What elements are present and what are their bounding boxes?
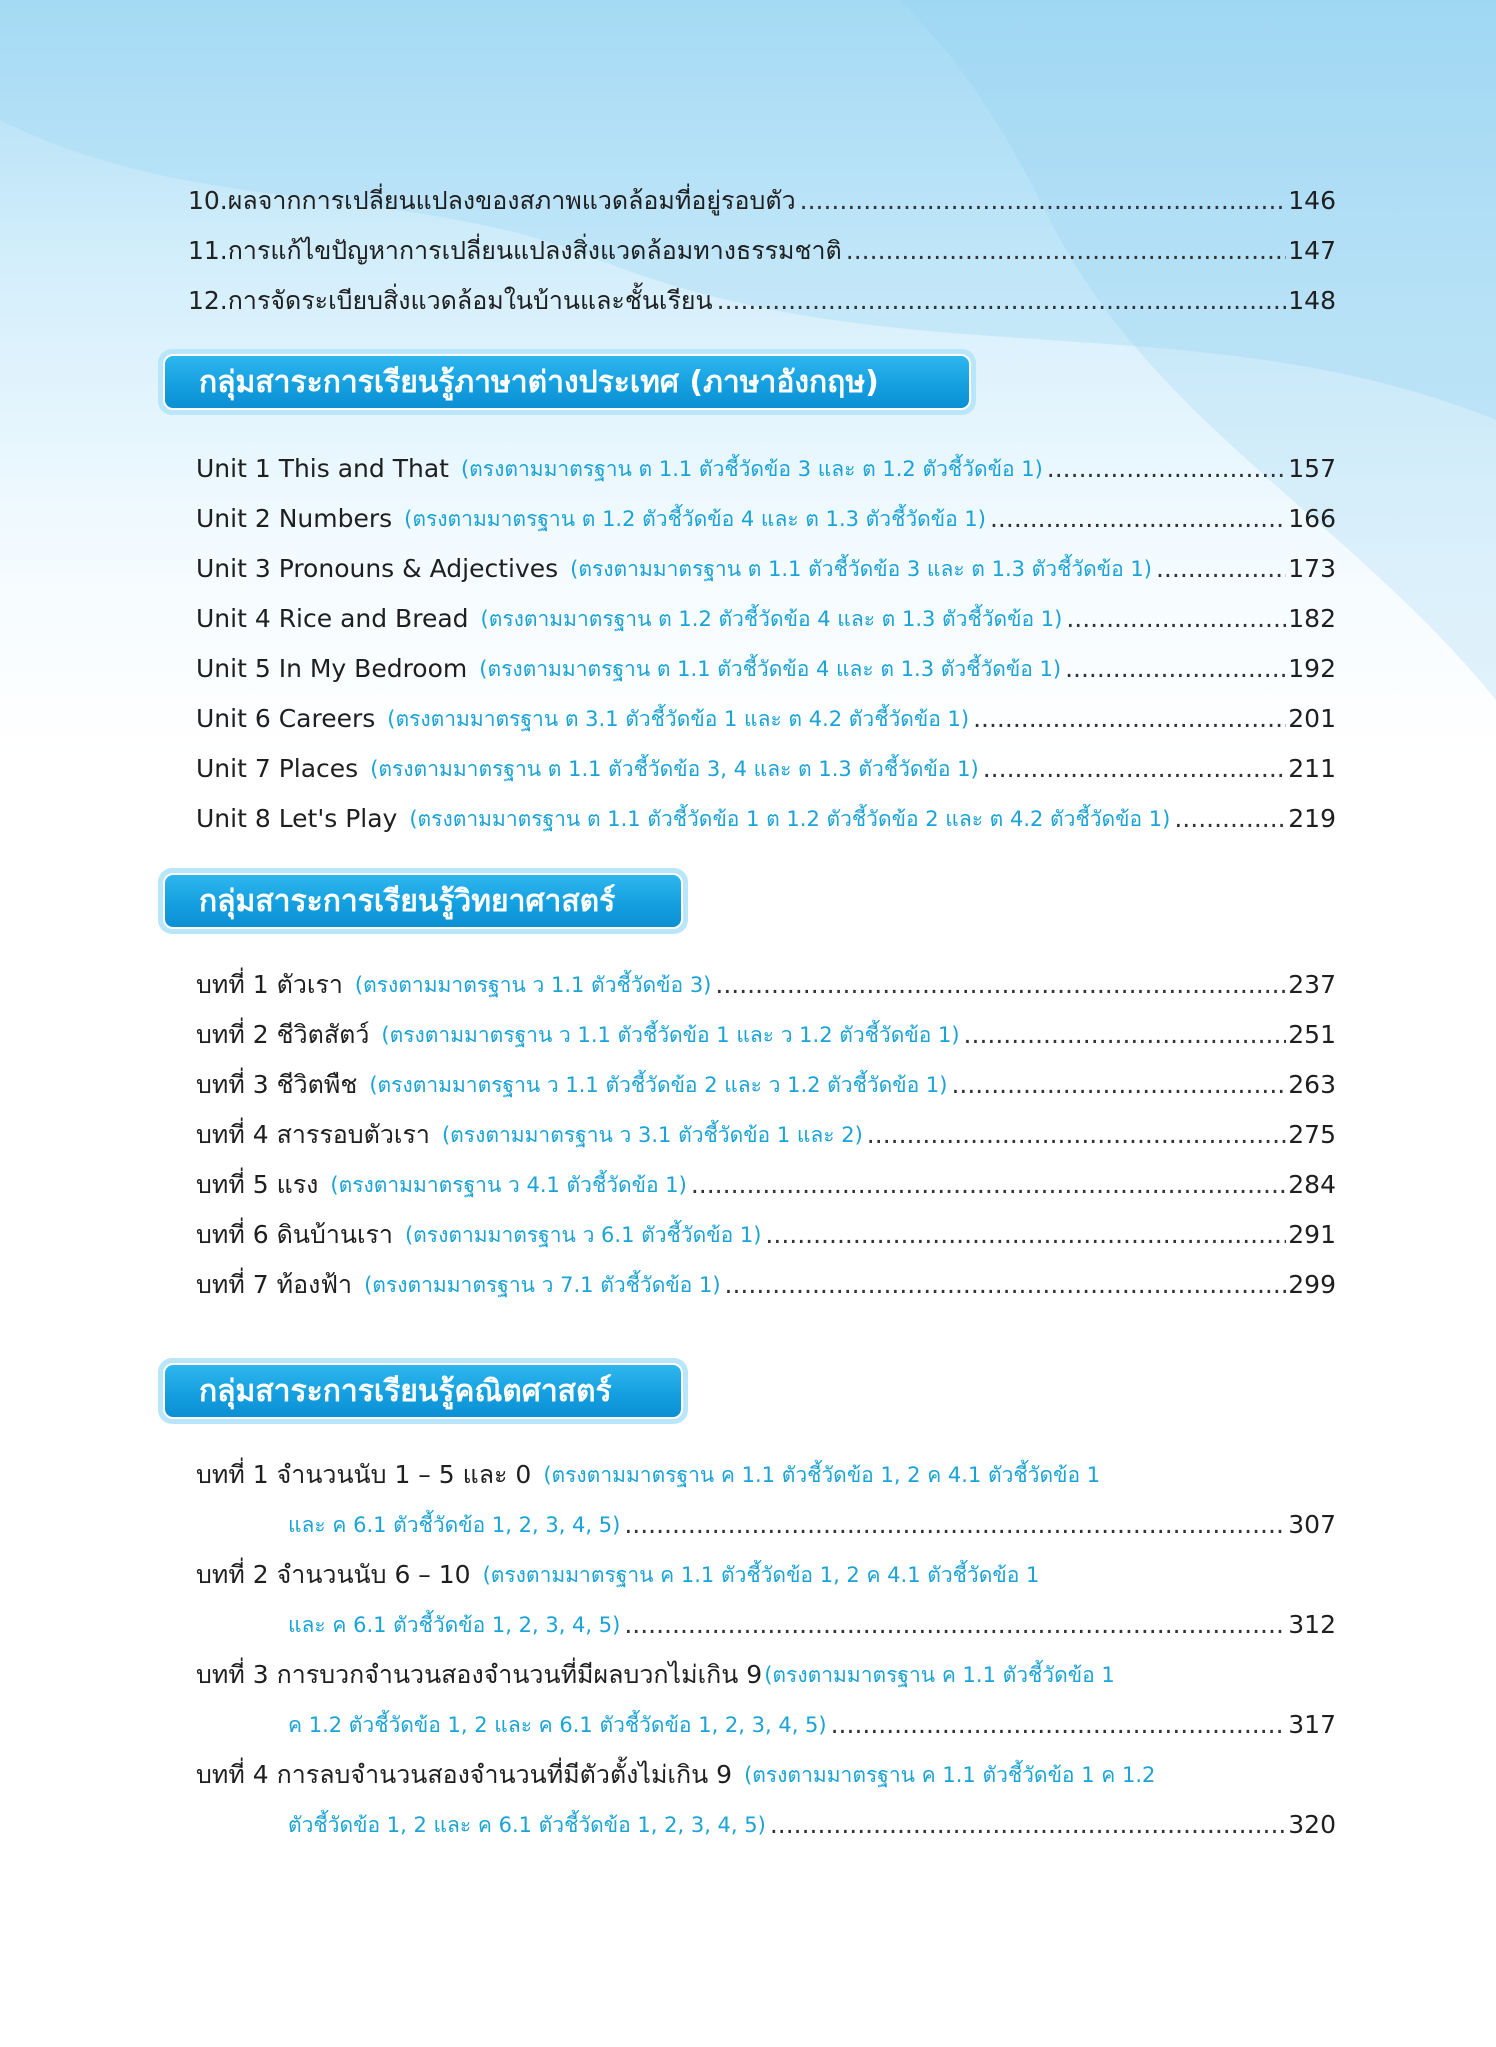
entry-title: ผลจากการเปลี่ยนแปลงของสภาพแวดล้อมที่อยู่รอบตัว xyxy=(227,186,796,215)
entry-number: 10. xyxy=(188,186,228,215)
toc-entry[interactable] xyxy=(196,1746,1336,1792)
entry-standard: (ตรงตามมาตรฐาน ค 1.1 ตัวชี้วัดข้อ 1, 2 ค 4.1 ตัวชี้วัดข้อ 1 xyxy=(543,1463,1101,1487)
toc-entry-continuation[interactable] xyxy=(288,1796,1336,1842)
entry-title: การจัดระเบียบสิ่งแวดล้อมในบ้านและชั้นเรียน xyxy=(227,286,713,315)
toc-entry[interactable] xyxy=(188,222,1336,268)
leader-dots xyxy=(1156,552,1286,586)
entry-page: 320 xyxy=(1288,1810,1336,1839)
entry-standard: (ตรงตามมาตรฐาน ต 1.1 ตัวชี้วัดข้อ 3, 4 และ ต 1.3 ตัวชี้วัดข้อ 1) xyxy=(370,757,979,781)
section-heading-label: กลุ่มสาระการเรียนรู้คณิตศาสตร์ xyxy=(163,1363,683,1419)
leader-dots xyxy=(831,1708,1287,1742)
entry-page: 284 xyxy=(1288,1170,1336,1199)
entry-standard: (ตรงตามมาตรฐาน ต 1.1 ตัวชี้วัดข้อ 3 และ ต 1.2 ตัวชี้วัดข้อ 1) xyxy=(460,457,1043,481)
leader-dots xyxy=(964,1018,1287,1052)
entry-title: บทที่ 1 จำนวนนับ 1 – 5 และ 0 xyxy=(196,1460,532,1489)
toc-entry-continuation[interactable] xyxy=(288,1496,1336,1542)
leader-dots xyxy=(691,1168,1286,1202)
section-heading-math xyxy=(158,1358,688,1424)
entry-title: บทที่ 2 จำนวนนับ 6 – 10 xyxy=(196,1560,471,1589)
toc-entry[interactable] xyxy=(196,640,1336,686)
entry-standard: (ตรงตามมาตรฐาน ว 1.1 ตัวชี้วัดข้อ 2 และ ว 1.2 ตัวชี้วัดข้อ 1) xyxy=(369,1073,948,1097)
toc-entry[interactable] xyxy=(196,1446,1336,1492)
entry-page: 312 xyxy=(1288,1610,1336,1639)
entry-number: 12. xyxy=(188,286,228,315)
entry-standard: (ตรงตามมาตรฐาน ค 1.1 ตัวชี้วัดข้อ 1, 2 ค 4.1 ตัวชี้วัดข้อ 1 xyxy=(482,1563,1040,1587)
entry-standard: ค 1.2 ตัวชี้วัดข้อ 1, 2 และ ค 6.1 ตัวชี้วัดข้อ 1, 2, 3, 4, 5) xyxy=(288,1713,827,1737)
entry-standard: และ ค 6.1 ตัวชี้วัดข้อ 1, 2, 3, 4, 5) xyxy=(288,1613,621,1637)
entry-title: Unit 5 In My Bedroom xyxy=(196,654,468,683)
leader-dots xyxy=(983,752,1287,786)
entry-standard: (ตรงตามมาตรฐาน ต 1.2 ตัวชี้วัดข้อ 4 และ ต 1.3 ตัวชี้วัดข้อ 1) xyxy=(404,507,986,531)
entry-title: บทที่ 7 ท้องฟ้า xyxy=(196,1270,353,1299)
toc-entry[interactable] xyxy=(196,790,1336,836)
toc-entry[interactable] xyxy=(196,490,1336,536)
entry-title: การแก้ไขปัญหาการเปลี่ยนแปลงสิ่งแวดล้อมทางธรรมชาติ xyxy=(227,236,842,265)
entry-standard: (ตรงตามมาตรฐาน ว 6.1 ตัวชี้วัดข้อ 1) xyxy=(404,1223,762,1247)
toc-entry[interactable] xyxy=(196,1006,1336,1052)
entry-standard: (ตรงตามมาตรฐาน ต 1.2 ตัวชี้วัดข้อ 4 และ ต 1.3 ตัวชี้วัดข้อ 1) xyxy=(480,607,1063,631)
entry-standard: (ตรงตามมาตรฐาน ว 1.1 ตัวชี้วัดข้อ 3) xyxy=(354,973,712,997)
entry-title: บทที่ 2 ชีวิตสัตว์ xyxy=(196,1020,370,1049)
entry-title: บทที่ 3 การบวกจำนวนสองจำนวนที่มีผลบวกไม่เกิน 9 xyxy=(196,1660,763,1689)
toc-entry[interactable] xyxy=(196,956,1336,1002)
entry-title: บทที่ 1 ตัวเรา xyxy=(196,970,343,999)
entry-standard: และ ค 6.1 ตัวชี้วัดข้อ 1, 2, 3, 4, 5) xyxy=(288,1513,621,1537)
entry-page: 173 xyxy=(1288,554,1336,583)
entry-page: 307 xyxy=(1288,1510,1336,1539)
entry-standard: (ตรงตามมาตรฐาน ค 1.1 ตัวชี้วัดข้อ 1 xyxy=(764,1663,1115,1687)
leader-dots xyxy=(973,702,1286,736)
toc-entry[interactable] xyxy=(196,540,1336,586)
entry-title: Unit 2 Numbers xyxy=(196,504,393,533)
section-heading-label: กลุ่มสาระการเรียนรู้ภาษาต่างประเทศ (ภาษาอังกฤษ) xyxy=(163,354,971,410)
entry-title: บทที่ 5 แรง xyxy=(196,1170,319,1199)
leader-dots xyxy=(1174,802,1286,836)
section-heading-label: กลุ่มสาระการเรียนรู้วิทยาศาสตร์ xyxy=(163,873,683,929)
toc-entry[interactable] xyxy=(196,590,1336,636)
entry-page: 219 xyxy=(1288,804,1336,833)
entry-standard: (ตรงตามมาตรฐาน ต 1.1 ตัวชี้วัดข้อ 1 ต 1.2 ตัวชี้วัดข้อ 2 และ ต 4.2 ตัวชี้วัดข้อ 1) xyxy=(409,807,1171,831)
entry-title: Unit 6 Careers xyxy=(196,704,376,733)
leader-dots xyxy=(800,184,1287,218)
leader-dots xyxy=(765,1218,1286,1252)
toc-entry[interactable] xyxy=(196,1206,1336,1252)
toc-entry[interactable] xyxy=(196,1256,1336,1302)
leader-dots xyxy=(1047,452,1287,486)
entry-standard: (ตรงตามมาตรฐาน ว 7.1 ตัวชี้วัดข้อ 1) xyxy=(364,1273,721,1297)
entry-page: 263 xyxy=(1288,1070,1336,1099)
entry-standard: (ตรงตามมาตรฐาน ต 3.1 ตัวชี้วัดข้อ 1 และ ต 4.2 ตัวชี้วัดข้อ 1) xyxy=(387,707,970,731)
entry-page: 147 xyxy=(1288,236,1336,265)
toc-entry[interactable] xyxy=(196,740,1336,786)
entry-page: 237 xyxy=(1288,970,1336,999)
entry-title: บทที่ 6 ดินบ้านเรา xyxy=(196,1220,393,1249)
entry-title: Unit 3 Pronouns & Adjectives xyxy=(196,554,559,583)
entry-page: 182 xyxy=(1288,604,1336,633)
leader-dots xyxy=(624,1608,1286,1642)
entry-standard: ตัวชี้วัดข้อ 1, 2 และ ค 6.1 ตัวชี้วัดข้อ 1, 2, 3, 4, 5) xyxy=(288,1813,766,1837)
entry-page: 157 xyxy=(1288,454,1336,483)
toc-entry-continuation[interactable] xyxy=(288,1696,1336,1742)
toc-entry[interactable] xyxy=(196,1106,1336,1152)
entry-standard: (ตรงตามมาตรฐาน ต 1.1 ตัวชี้วัดข้อ 3 และ ต 1.3 ตัวชี้วัดข้อ 1) xyxy=(570,557,1152,581)
toc-entry[interactable] xyxy=(188,272,1336,318)
entry-title: Unit 7 Places xyxy=(196,754,359,783)
leader-dots xyxy=(1066,602,1286,636)
entry-page: 201 xyxy=(1288,704,1336,733)
toc-entry[interactable] xyxy=(196,690,1336,736)
toc-entry[interactable] xyxy=(196,440,1336,486)
toc-entry[interactable] xyxy=(196,1646,1336,1692)
entry-title: Unit 4 Rice and Bread xyxy=(196,604,469,633)
entry-standard: (ตรงตามมาตรฐาน ว 4.1 ตัวชี้วัดข้อ 1) xyxy=(330,1173,687,1197)
entry-title: บทที่ 4 สารรอบตัวเรา xyxy=(196,1120,430,1149)
entry-standard: (ตรงตามมาตรฐาน ค 1.1 ตัวชี้วัดข้อ 1 ค 1.2 xyxy=(744,1763,1156,1787)
leader-dots xyxy=(846,234,1287,268)
toc-entry[interactable] xyxy=(196,1056,1336,1102)
leader-dots xyxy=(715,968,1286,1002)
leader-dots xyxy=(770,1808,1286,1842)
entry-title: บทที่ 4 การลบจำนวนสองจำนวนที่มีตัวตั้งไม่เกิน 9 xyxy=(196,1760,733,1789)
leader-dots xyxy=(951,1068,1286,1102)
leader-dots xyxy=(725,1268,1287,1302)
entry-page: 192 xyxy=(1288,654,1336,683)
toc-entry[interactable] xyxy=(196,1546,1336,1592)
leader-dots xyxy=(1065,652,1286,686)
entry-page: 275 xyxy=(1288,1120,1336,1149)
leader-dots xyxy=(990,502,1286,536)
section-heading-science xyxy=(158,868,688,934)
toc-entry[interactable] xyxy=(196,1156,1336,1202)
entry-standard: (ตรงตามมาตรฐาน ต 1.1 ตัวชี้วัดข้อ 4 และ ต 1.3 ตัวชี้วัดข้อ 1) xyxy=(479,657,1062,681)
entry-standard: (ตรงตามมาตรฐาน ว 3.1 ตัวชี้วัดข้อ 1 และ 2) xyxy=(441,1123,863,1147)
entry-page: 317 xyxy=(1288,1710,1336,1739)
toc-entry[interactable] xyxy=(188,172,1336,218)
entry-title: บทที่ 3 ชีวิตพืช xyxy=(196,1070,358,1099)
entry-number: 11. xyxy=(188,236,228,265)
entry-page: 146 xyxy=(1288,186,1336,215)
entry-page: 211 xyxy=(1288,754,1336,783)
leader-dots xyxy=(867,1118,1286,1152)
entry-page: 291 xyxy=(1288,1220,1336,1249)
entry-page: 251 xyxy=(1288,1020,1336,1049)
entry-title: Unit 1 This and That xyxy=(196,454,449,483)
toc-entry-continuation[interactable] xyxy=(288,1596,1336,1642)
entry-page: 166 xyxy=(1288,504,1336,533)
leader-dots xyxy=(624,1508,1286,1542)
entry-page: 299 xyxy=(1288,1270,1336,1299)
section-heading-english xyxy=(158,349,976,415)
leader-dots xyxy=(717,284,1287,318)
entry-standard: (ตรงตามมาตรฐาน ว 1.1 ตัวชี้วัดข้อ 1 และ ว 1.2 ตัวชี้วัดข้อ 1) xyxy=(381,1023,960,1047)
entry-page: 148 xyxy=(1288,286,1336,315)
entry-title: Unit 8 Let's Play xyxy=(196,804,398,833)
